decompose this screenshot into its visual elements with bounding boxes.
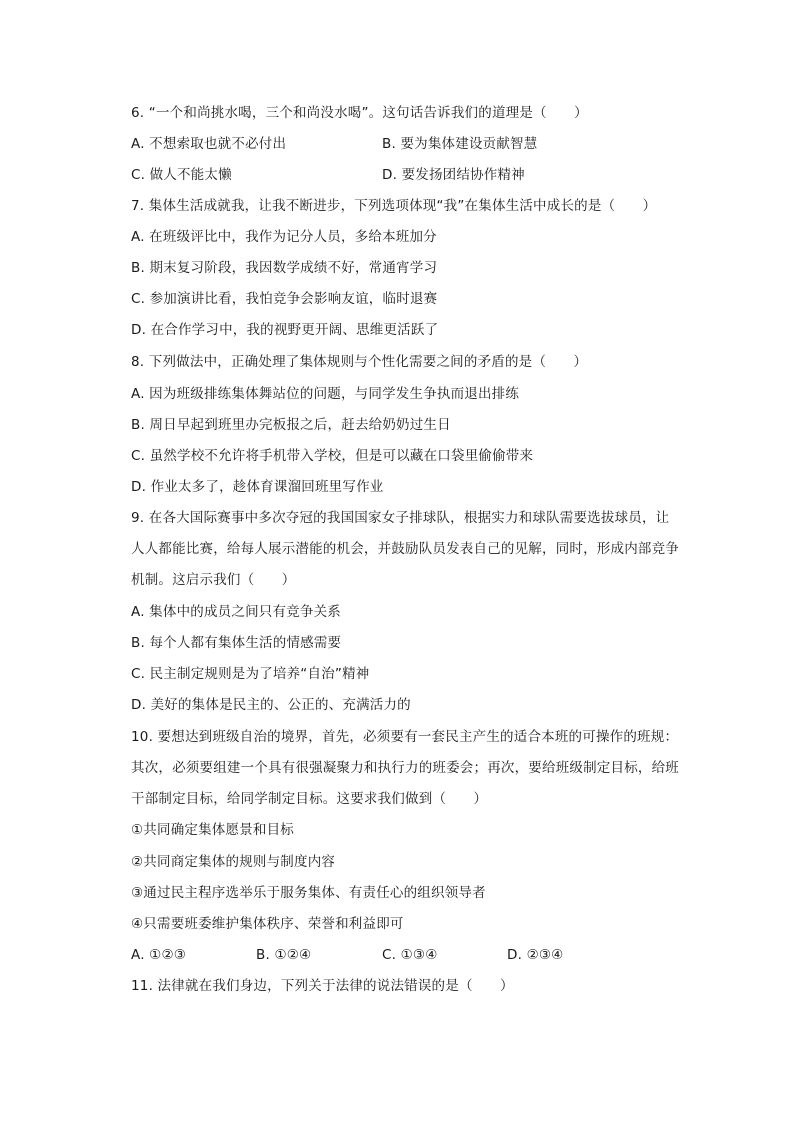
question-9-stem-line-2: 人人都能比赛，给每人展示潜能的机会，并鼓励队员发表自己的见解，同时，形成内部竞争 <box>131 541 679 557</box>
question-11-stem: 11. 法律就在我们身边，下列关于法律的说法错误的是（ ） <box>131 978 514 994</box>
question-10-item-2: ②共同商定集体的规则与制度内容 <box>131 854 336 870</box>
question-10-option-b: B. ①②④ <box>256 947 312 963</box>
question-6-option-c: C. 做人不能太懒 <box>131 167 232 183</box>
question-9-option-a: A. 集体中的成员之间只有竞争关系 <box>131 604 341 620</box>
question-8-option-c: C. 虽然学校不允许将手机带入学校，但是可以藏在口袋里偷偷带来 <box>131 448 534 464</box>
question-8-option-b: B. 周日早起到班里办完板报之后，赶去给奶奶过生日 <box>131 417 451 433</box>
question-6-stem: 6. “一个和尚挑水喝，三个和尚没水喝”。这句话告诉我们的道理是（ ） <box>131 105 588 121</box>
question-10-option-c: C. ①③④ <box>382 947 438 963</box>
question-6-option-b: B. 要为集体建设贡献智慧 <box>382 136 538 152</box>
question-8-option-a: A. 因为班级排练集体舞站位的问题，与同学发生争执而退出排练 <box>131 386 520 402</box>
question-7-option-c: C. 参加演讲比看，我怕竞争会影响友谊，临时退赛 <box>131 291 438 307</box>
question-10-option-a: A. ①②③ <box>131 947 187 963</box>
question-9-stem-line-3: 机制。这启示我们（ ） <box>131 572 296 588</box>
question-10-stem-line-3: 干部制定目标，给同学制定目标。这要求我们做到（ ） <box>131 791 488 807</box>
question-10-item-1: ①共同确定集体愿景和目标 <box>131 822 295 838</box>
question-8-option-d: D. 作业太多了，趁体育课溜回班里写作业 <box>131 479 384 495</box>
question-9-option-c: C. 民主制定规则是为了培养“自治”精神 <box>131 666 370 682</box>
question-8-stem: 8. 下列做法中，正确处理了集体规则与个性化需要之间的矛盾的是（ ） <box>131 354 588 370</box>
question-9-option-d: D. 美好的集体是民主的、公正的、充满活力的 <box>131 697 411 713</box>
question-7-stem: 7. 集体生活成就我，让我不断进步，下列选项体现“我”在集体生活中成长的是（ ） <box>131 198 657 214</box>
question-10-option-d: D. ②③④ <box>507 947 564 963</box>
question-10-item-3: ③通过民主程序选举乐于服务集体、有责任心的组织领导者 <box>131 885 486 901</box>
question-10-stem-line-2: 其次，必须要组建一个具有很强凝聚力和执行力的班委会；再次，要给班级制定目标，给班 <box>131 760 679 776</box>
question-10-item-4: ④只需要班委维护集体秩序、荣誉和利益即可 <box>131 916 404 932</box>
question-6-option-a: A. 不想索取也就不必付出 <box>131 136 287 152</box>
question-7-option-b: B. 期末复习阶段，我因数学成绩不好，常通宵学习 <box>131 260 438 276</box>
question-10-stem-line-1: 10. 要想达到班级自治的境界，首先，必须要有一套民主产生的适合本班的可操作的班规： <box>131 729 679 745</box>
question-9-stem-line-1: 9. 在各大国际赛事中多次夺冠的我国国家女子排球队，根据实力和球队需要选拔球员，让 <box>131 510 670 526</box>
question-7-option-d: D. 在合作学习中，我的视野更开阔、思维更活跃了 <box>131 322 439 338</box>
question-6-option-d: D. 要发扬团结协作精神 <box>382 167 525 183</box>
question-7-option-a: A. 在班级评比中，我作为记分人员，多给本班加分 <box>131 229 437 245</box>
question-9-option-b: B. 每个人都有集体生活的情感需要 <box>131 635 342 651</box>
